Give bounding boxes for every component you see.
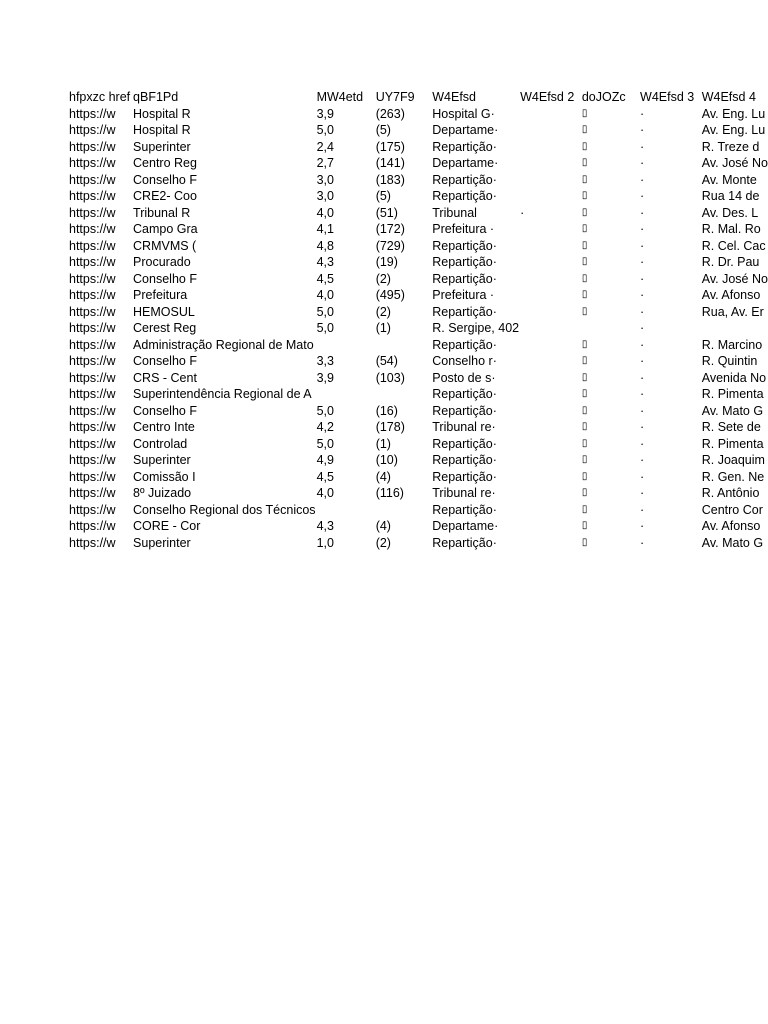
- table-cell[interactable]: ▯: [581, 454, 588, 465]
- table-cell[interactable]: ·: [640, 519, 645, 533]
- table-cell[interactable]: ▯: [581, 140, 588, 152]
- table-cell[interactable]: ▯: [581, 272, 588, 284]
- table-cell[interactable]: (1): [375, 321, 391, 335]
- table-cell[interactable]: ·: [640, 271, 645, 286]
- table-cell[interactable]: https://w: [69, 486, 116, 500]
- table-cell[interactable]: [316, 337, 375, 354]
- table-cell[interactable]: ▯: [581, 289, 588, 300]
- table-row: [68, 155, 768, 172]
- table-cell[interactable]: Tribunal R: [133, 205, 191, 220]
- table-cell[interactable]: [519, 370, 581, 387]
- table-cell[interactable]: https://w: [69, 271, 116, 286]
- table-cell[interactable]: https://w: [69, 453, 116, 467]
- table-cell[interactable]: Av. Eng. Lu: [701, 106, 766, 121]
- table-cell[interactable]: https://w: [69, 304, 116, 319]
- table-cell[interactable]: Tribunal: [432, 205, 477, 220]
- table-cell[interactable]: 4,2: [316, 420, 334, 434]
- table-cell[interactable]: ·: [640, 123, 645, 137]
- table-cell[interactable]: ▯: [581, 388, 588, 399]
- table-cell[interactable]: ▯: [581, 190, 588, 201]
- table-cell[interactable]: https://w: [69, 321, 116, 335]
- table-cell[interactable]: [519, 320, 581, 337]
- table-cell[interactable]: https://w: [69, 403, 116, 418]
- table-cell[interactable]: 3,3: [316, 354, 334, 368]
- table-cell[interactable]: 4,1: [316, 222, 334, 236]
- table-cell[interactable]: [519, 172, 581, 189]
- table-cell[interactable]: 8º Juizado: [133, 486, 192, 500]
- table-row: [68, 172, 768, 189]
- table-row: [68, 337, 768, 354]
- table-cell[interactable]: R. Quintin: [701, 354, 758, 368]
- table-cell[interactable]: ▯: [581, 239, 588, 251]
- table-cell[interactable]: R. Mal. Ro: [701, 222, 761, 236]
- table-cell[interactable]: (4): [375, 519, 391, 533]
- table-cell[interactable]: https://w: [69, 255, 116, 269]
- table-cell[interactable]: ·: [640, 238, 645, 253]
- table-cell[interactable]: https://w: [69, 238, 116, 253]
- table-cell[interactable]: ·: [640, 535, 645, 550]
- table-cell[interactable]: https://w: [69, 502, 116, 517]
- table-cell[interactable]: https://w: [69, 106, 116, 121]
- table-cell[interactable]: ·: [640, 486, 645, 500]
- table-cell[interactable]: Controlad: [133, 436, 188, 451]
- table-cell[interactable]: 4,0: [316, 205, 334, 220]
- table-cell[interactable]: Superinter: [133, 453, 191, 467]
- table-cell[interactable]: (54): [375, 354, 398, 368]
- table-cell[interactable]: Av. José No: [701, 271, 768, 286]
- table-cell[interactable]: ▯: [581, 206, 588, 218]
- table-cell[interactable]: ·: [640, 337, 645, 352]
- table-cell[interactable]: ·: [640, 255, 645, 269]
- table-cell[interactable]: ▯: [581, 487, 588, 498]
- table-cell[interactable]: 2,7: [316, 156, 334, 170]
- table-cell[interactable]: R. Cel. Cac: [701, 238, 766, 253]
- table-cell[interactable]: 4,3: [316, 519, 334, 533]
- table-cell[interactable]: ▯: [581, 437, 588, 449]
- table-cell[interactable]: [519, 419, 581, 436]
- table-cell[interactable]: ·: [520, 205, 525, 220]
- table-cell[interactable]: ·: [640, 453, 645, 467]
- table-row: [68, 518, 768, 535]
- column-header[interactable]: hfpxzc href: [69, 90, 131, 104]
- table-row: [68, 386, 768, 403]
- table-row: [68, 271, 768, 288]
- table-cell[interactable]: 4,0: [316, 288, 334, 302]
- table-cell[interactable]: https://w: [69, 205, 116, 220]
- table-cell[interactable]: Av. Monte: [701, 172, 757, 187]
- table-row: [68, 287, 768, 304]
- table-cell[interactable]: (19): [375, 255, 398, 269]
- table-cell[interactable]: ▯: [581, 371, 588, 383]
- table-cell[interactable]: 3,9: [316, 370, 334, 385]
- table-row: [68, 320, 768, 337]
- table-cell[interactable]: (1): [375, 436, 391, 451]
- table-cell[interactable]: Conselho F: [133, 172, 197, 187]
- table-row: [68, 403, 768, 420]
- header-row: [68, 89, 768, 106]
- table-cell[interactable]: R. Antônio: [701, 486, 760, 500]
- table-cell[interactable]: Repartição·: [432, 502, 497, 517]
- column-header[interactable]: W4Efsd 4: [701, 90, 756, 104]
- table-cell[interactable]: Tribunal re·: [432, 420, 496, 434]
- table-cell[interactable]: https://w: [69, 189, 116, 203]
- table-cell[interactable]: ·: [640, 436, 645, 451]
- table-cell[interactable]: Repartição·: [432, 469, 497, 484]
- table-cell[interactable]: 4,5: [316, 469, 334, 484]
- table-cell[interactable]: 3,0: [316, 189, 334, 203]
- table-cell[interactable]: ▯: [581, 157, 588, 168]
- table-cell[interactable]: https://w: [69, 469, 116, 484]
- table-cell[interactable]: [519, 452, 581, 469]
- table-cell[interactable]: [375, 502, 432, 519]
- table-cell[interactable]: Repartição·: [432, 436, 497, 451]
- table-cell[interactable]: https://w: [69, 420, 116, 434]
- column-header[interactable]: MW4etd: [316, 90, 364, 104]
- table-cell[interactable]: ▯: [581, 338, 588, 350]
- table-cell[interactable]: (495): [375, 288, 405, 302]
- table-cell[interactable]: ·: [640, 106, 645, 121]
- table-cell[interactable]: ▯: [581, 305, 588, 317]
- table-cell[interactable]: [519, 221, 581, 238]
- table-cell[interactable]: ·: [640, 469, 645, 484]
- table-row: [68, 353, 768, 370]
- table-cell[interactable]: Conselho Regional dos Técnicos: [133, 502, 316, 517]
- table-row: [68, 188, 768, 205]
- table-cell[interactable]: [519, 436, 581, 453]
- table-cell[interactable]: [519, 155, 581, 172]
- table-cell[interactable]: ·: [640, 172, 645, 187]
- table-cell[interactable]: Repartição·: [432, 139, 497, 154]
- table-cell[interactable]: (729): [375, 238, 405, 253]
- table-cell[interactable]: https://w: [69, 519, 116, 533]
- table-cell[interactable]: ▯: [581, 536, 588, 548]
- column-header[interactable]: UY7F9: [375, 90, 415, 104]
- table-cell[interactable]: CORE - Cor: [133, 519, 201, 533]
- data-table: [68, 89, 768, 551]
- table-cell[interactable]: (2): [375, 271, 391, 286]
- table-cell[interactable]: https://w: [69, 387, 116, 401]
- table-cell[interactable]: ·: [640, 139, 645, 154]
- table-cell[interactable]: 5,0: [316, 436, 334, 451]
- table-cell[interactable]: https://w: [69, 123, 116, 137]
- column-header[interactable]: W4Efsd 2: [520, 90, 575, 104]
- table-cell[interactable]: Conselho F: [133, 403, 197, 418]
- table-row: [68, 205, 768, 222]
- table-row: [68, 254, 768, 271]
- table-row: [68, 535, 768, 552]
- table-cell[interactable]: Superintendência Regional de A: [133, 387, 312, 401]
- table-cell[interactable]: https://w: [69, 288, 116, 302]
- table-cell[interactable]: [519, 238, 581, 255]
- table-cell[interactable]: HEMOSUL: [133, 304, 195, 319]
- table-row: [68, 221, 768, 238]
- table-cell[interactable]: ·: [640, 387, 645, 401]
- table-cell[interactable]: Hospital G·: [432, 106, 495, 121]
- table-cell[interactable]: CRE2- Coo: [133, 189, 197, 203]
- table-row: [68, 469, 768, 486]
- table-cell[interactable]: Repartição·: [432, 403, 497, 418]
- table-cell[interactable]: R. Sergipe, 402: [432, 321, 520, 335]
- table-cell[interactable]: Centro Cor: [701, 502, 763, 517]
- table-cell[interactable]: (5): [375, 189, 391, 203]
- table-cell[interactable]: Prefeitura ·: [432, 222, 495, 236]
- table-cell[interactable]: https://w: [69, 436, 116, 451]
- table-cell[interactable]: (10): [375, 453, 398, 467]
- table-cell[interactable]: 2,4: [316, 139, 334, 154]
- table-cell[interactable]: 1,0: [316, 535, 334, 550]
- table-cell[interactable]: Hospital R: [133, 106, 191, 121]
- table-cell[interactable]: 3,0: [316, 172, 334, 187]
- table-cell[interactable]: 4,3: [316, 255, 334, 269]
- table-cell[interactable]: ·: [640, 288, 645, 302]
- table-cell[interactable]: ·: [640, 420, 645, 434]
- table-cell[interactable]: Hospital R: [133, 123, 191, 137]
- table-row: [68, 304, 768, 321]
- table-cell[interactable]: Posto de s·: [432, 370, 496, 385]
- table-cell[interactable]: https://w: [69, 337, 116, 352]
- table-cell[interactable]: Departame·: [432, 123, 499, 137]
- table-row: [68, 502, 768, 519]
- table-cell[interactable]: Rua 14 de: [701, 189, 760, 203]
- table-cell[interactable]: ▯: [581, 256, 588, 267]
- table-cell[interactable]: ▯: [581, 503, 588, 515]
- table-cell[interactable]: Tribunal re·: [432, 486, 496, 500]
- table-cell[interactable]: Repartição·: [432, 337, 497, 352]
- table-cell[interactable]: Repartição·: [432, 453, 497, 467]
- table-cell[interactable]: [519, 502, 581, 519]
- table-cell[interactable]: CRS - Cent: [133, 370, 197, 385]
- table-cell[interactable]: ▯: [581, 355, 588, 366]
- table-cell[interactable]: R. Pimenta: [701, 436, 764, 451]
- table-cell[interactable]: Campo Gra: [133, 222, 198, 236]
- table-cell[interactable]: [519, 535, 581, 552]
- table-cell[interactable]: Av. Mato G: [701, 535, 764, 550]
- table-cell[interactable]: (141): [375, 156, 405, 170]
- table-cell[interactable]: ▯: [581, 470, 588, 482]
- table-cell[interactable]: ▯: [581, 421, 588, 432]
- table-cell[interactable]: [316, 386, 375, 403]
- table-cell[interactable]: ·: [640, 403, 645, 418]
- table-cell[interactable]: [375, 386, 432, 403]
- column-header[interactable]: doJOZc: [581, 90, 626, 104]
- table-cell[interactable]: R. Pimenta: [701, 387, 764, 401]
- table-cell[interactable]: Repartição·: [432, 387, 497, 401]
- table-cell[interactable]: ·: [640, 189, 645, 203]
- table-row: [68, 122, 768, 139]
- table-cell[interactable]: [519, 353, 581, 370]
- table-cell[interactable]: ·: [640, 304, 645, 319]
- table-cell[interactable]: ·: [640, 205, 645, 220]
- table-cell[interactable]: [519, 287, 581, 304]
- table-cell[interactable]: Av. Des. L: [701, 205, 759, 220]
- table-cell[interactable]: Conselho r·: [432, 354, 497, 368]
- table-cell[interactable]: ▯: [581, 520, 588, 531]
- table-cell[interactable]: R. Joaquim: [701, 453, 765, 467]
- table-cell[interactable]: [519, 386, 581, 403]
- table-cell[interactable]: ▯: [581, 124, 588, 135]
- table-cell[interactable]: [519, 254, 581, 271]
- table-cell[interactable]: (2): [375, 535, 391, 550]
- table-cell[interactable]: ·: [640, 354, 645, 368]
- table-cell[interactable]: ·: [640, 321, 645, 335]
- table-body: [68, 89, 768, 551]
- table-cell[interactable]: Repartição·: [432, 189, 497, 203]
- table-cell[interactable]: Superinter: [133, 139, 191, 154]
- table-row: [68, 419, 768, 436]
- table-cell[interactable]: [375, 337, 432, 354]
- table-row: [68, 139, 768, 156]
- table-cell[interactable]: Rua, Av. Er: [701, 304, 764, 319]
- table-cell[interactable]: [519, 485, 581, 502]
- table-cell[interactable]: Conselho F: [133, 354, 197, 368]
- table-cell[interactable]: Av. Eng. Lu: [701, 123, 766, 137]
- spreadsheet: [68, 89, 768, 551]
- table-cell[interactable]: [581, 320, 639, 337]
- table-cell[interactable]: [519, 304, 581, 321]
- table-cell[interactable]: Prefeitura ·: [432, 288, 495, 302]
- table-cell[interactable]: 3,9: [316, 106, 334, 121]
- table-cell[interactable]: https://w: [69, 535, 116, 550]
- table-cell[interactable]: https://w: [69, 370, 116, 385]
- table-cell[interactable]: 4,9: [316, 453, 334, 467]
- table-cell[interactable]: [701, 320, 768, 337]
- table-cell[interactable]: Repartição·: [432, 271, 497, 286]
- table-cell[interactable]: [519, 271, 581, 288]
- table-cell[interactable]: (263): [375, 106, 405, 121]
- table-cell[interactable]: Centro Reg: [133, 156, 197, 170]
- table-cell[interactable]: https://w: [69, 156, 116, 170]
- table-cell[interactable]: (2): [375, 304, 391, 319]
- table-cell[interactable]: (4): [375, 469, 391, 484]
- table-cell[interactable]: 4,0: [316, 486, 334, 500]
- table-cell[interactable]: Conselho F: [133, 271, 197, 286]
- table-row: [68, 452, 768, 469]
- table-cell[interactable]: Administração Regional de Mato: [133, 337, 314, 352]
- table-cell[interactable]: R. Gen. Ne: [701, 469, 765, 484]
- table-cell[interactable]: (178): [375, 420, 405, 434]
- table-cell[interactable]: Av. Mato G: [701, 403, 764, 418]
- table-cell[interactable]: [316, 502, 375, 519]
- table-cell[interactable]: Avenida No: [701, 370, 767, 385]
- table-cell[interactable]: 5,0: [316, 123, 334, 137]
- table-cell[interactable]: (16): [375, 403, 398, 418]
- table-cell[interactable]: Repartição·: [432, 238, 497, 253]
- table-cell[interactable]: CRMVMS (: [133, 238, 197, 253]
- table-cell[interactable]: [519, 122, 581, 139]
- table-cell[interactable]: 5,0: [316, 304, 334, 319]
- table-cell[interactable]: Centro Inte: [133, 420, 195, 434]
- table-cell[interactable]: Superinter: [133, 535, 191, 550]
- table-cell[interactable]: 5,0: [316, 403, 334, 418]
- table-cell[interactable]: (183): [375, 172, 405, 187]
- table-cell[interactable]: [519, 469, 581, 486]
- table-cell[interactable]: (103): [375, 370, 405, 385]
- table-row: [68, 436, 768, 453]
- table-cell[interactable]: Repartição·: [432, 304, 497, 319]
- table-cell[interactable]: R. Sete de: [701, 420, 761, 434]
- table-row: [68, 106, 768, 123]
- table-cell[interactable]: (172): [375, 222, 405, 236]
- table-cell[interactable]: ·: [640, 370, 645, 385]
- table-cell[interactable]: R. Marcino: [701, 337, 763, 352]
- table-cell[interactable]: ▯: [581, 173, 588, 185]
- table-cell[interactable]: Cerest Reg: [133, 321, 197, 335]
- table-cell[interactable]: https://w: [69, 172, 116, 187]
- table-cell[interactable]: [519, 337, 581, 354]
- table-cell[interactable]: R. Treze d: [701, 139, 760, 154]
- table-cell[interactable]: ▯: [581, 223, 588, 234]
- table-cell[interactable]: Departame·: [432, 519, 499, 533]
- table-cell[interactable]: Av. José No: [701, 156, 768, 170]
- table-row: [68, 370, 768, 387]
- column-header[interactable]: W4Efsd: [432, 90, 477, 104]
- table-cell[interactable]: Repartição·: [432, 535, 497, 550]
- table-cell[interactable]: [519, 139, 581, 156]
- table-cell[interactable]: R. Dr. Pau: [701, 255, 760, 269]
- table-cell[interactable]: 4,5: [316, 271, 334, 286]
- table-cell[interactable]: [519, 403, 581, 420]
- table-cell[interactable]: Comissão I: [133, 469, 196, 484]
- table-cell[interactable]: 4,8: [316, 238, 334, 253]
- table-cell[interactable]: ·: [640, 222, 645, 236]
- table-cell[interactable]: (5): [375, 123, 391, 137]
- column-header[interactable]: W4Efsd 3: [640, 90, 695, 104]
- table-cell[interactable]: Prefeitura: [133, 288, 188, 302]
- table-cell[interactable]: ▯: [581, 107, 588, 119]
- table-cell[interactable]: Repartição·: [432, 255, 497, 269]
- table-cell[interactable]: ·: [640, 156, 645, 170]
- column-header[interactable]: qBF1Pd: [133, 90, 179, 104]
- table-cell[interactable]: https://w: [69, 222, 116, 236]
- table-cell[interactable]: Procurado: [133, 255, 191, 269]
- table-cell[interactable]: (51): [375, 205, 398, 220]
- table-cell[interactable]: [519, 106, 581, 123]
- table-row: [68, 485, 768, 502]
- table-cell[interactable]: ·: [640, 502, 645, 517]
- table-cell[interactable]: ▯: [581, 404, 588, 416]
- table-cell[interactable]: [519, 188, 581, 205]
- table-cell[interactable]: Repartição·: [432, 172, 497, 187]
- table-cell[interactable]: (175): [375, 139, 405, 154]
- table-cell[interactable]: Av. Afonso: [701, 519, 761, 533]
- table-cell[interactable]: [519, 518, 581, 535]
- table-row: [68, 238, 768, 255]
- table-cell[interactable]: Departame·: [432, 156, 499, 170]
- table-cell[interactable]: (116): [375, 486, 404, 500]
- table-cell[interactable]: https://w: [69, 354, 116, 368]
- table-cell[interactable]: 5,0: [316, 321, 334, 335]
- table-cell[interactable]: Av. Afonso: [701, 288, 761, 302]
- table-cell[interactable]: https://w: [69, 139, 116, 154]
